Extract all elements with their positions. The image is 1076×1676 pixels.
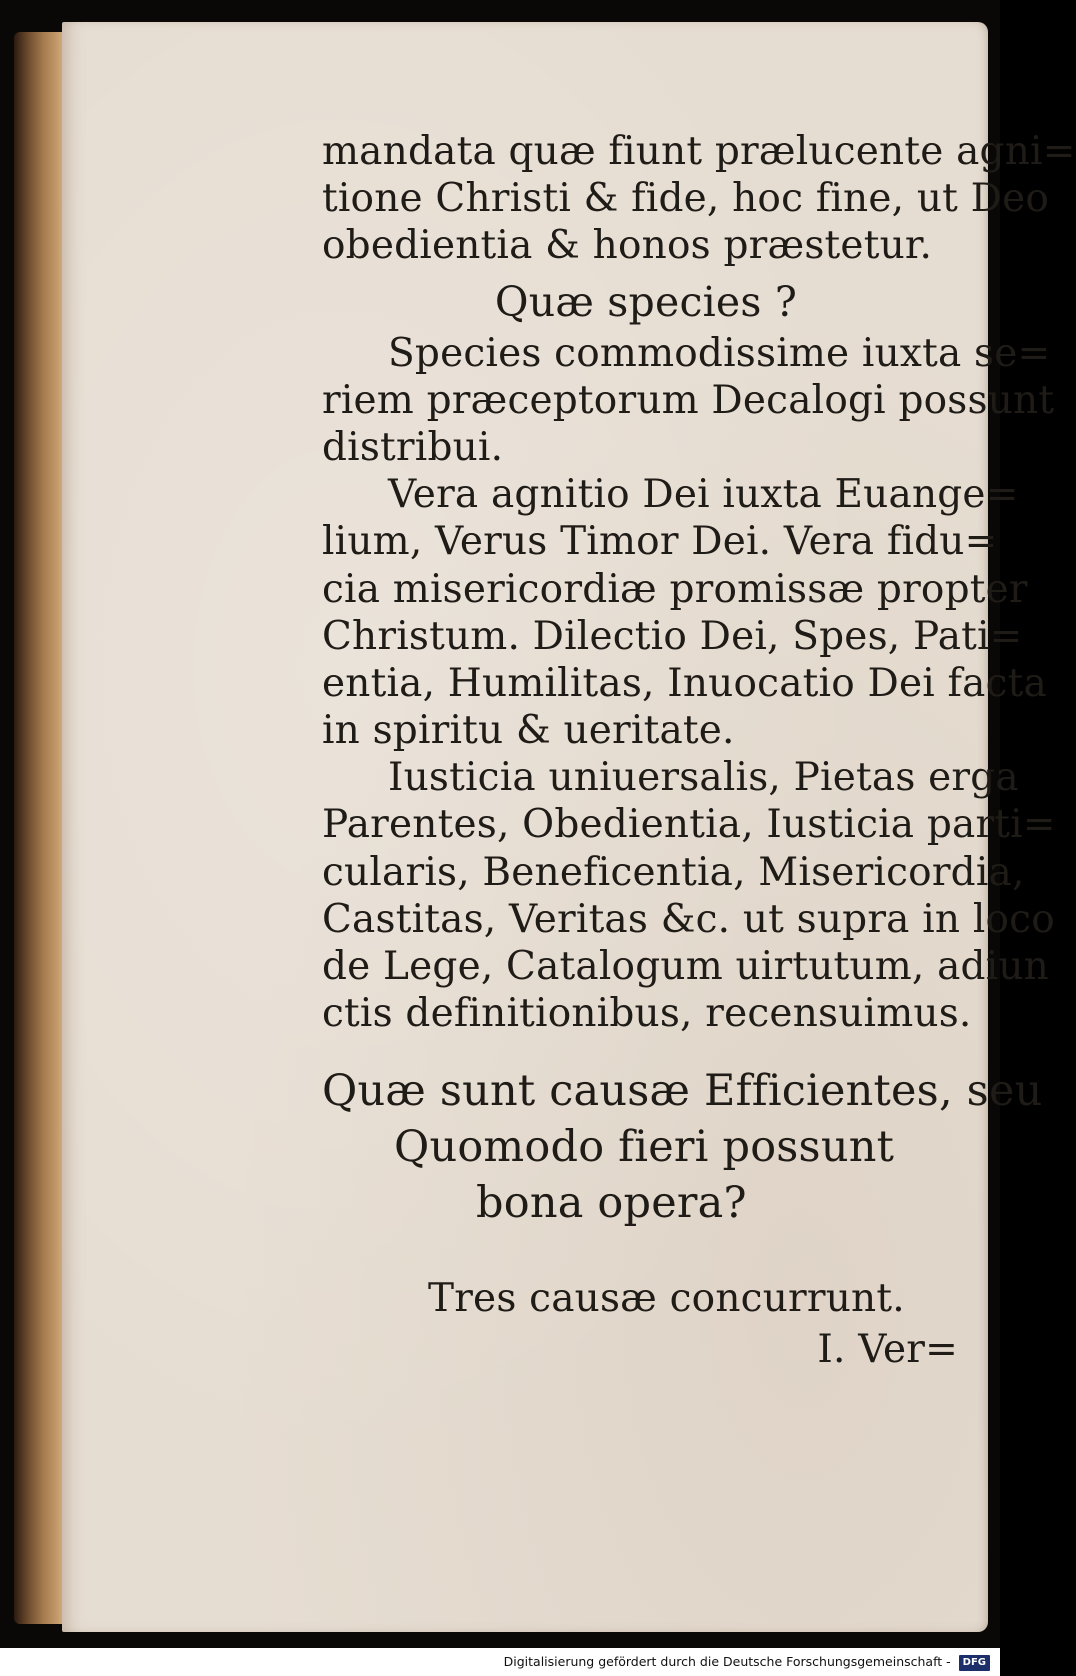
- text-line: ctis definitionibus, recensuimus.: [322, 991, 972, 1037]
- answer-line: Tres causæ concurrunt.: [428, 1276, 905, 1322]
- text-line: in spiritu & ueritate.: [322, 708, 735, 754]
- text-line: cia misericordiæ promissæ propter: [322, 566, 1028, 612]
- text-line: distribui.: [322, 424, 504, 470]
- text-line: lium, Verus Timor Dei. Vera fidu=: [322, 519, 998, 565]
- footer-credit-text: Digitalisierung gefördert durch die Deutsche Forschungsgemeinschaft -: [503, 1654, 951, 1669]
- text-line: Castitas, Veritas &c. ut supra in loco: [322, 896, 1055, 942]
- text-line: de Lege, Catalogum uirtutum, adiun: [322, 944, 1050, 989]
- page-text: [322, 128, 1076, 1375]
- text-line: tione Christi & fide, hoc fine, ut Deo: [322, 176, 1050, 222]
- text-line: Parentes, Obedientia, Iusticia parti=: [322, 802, 1056, 848]
- text-line: mandata quæ fiunt prælucente agni=: [322, 129, 1076, 174]
- digitization-footer: [0, 1648, 1000, 1676]
- text-line: entia, Humilitas, Inuocatio Dei facta: [322, 660, 1047, 706]
- question-heading-causae-line: bona opera?: [476, 1178, 747, 1229]
- text-line: cularis, Beneficentia, Misericordia,: [322, 849, 1025, 895]
- text-line: riem præceptorum Decalogi possunt: [322, 377, 1055, 423]
- book-spine-edge: [14, 32, 68, 1624]
- text-line: Iusticia uniuersalis, Pietas erga: [388, 755, 1019, 801]
- text-line: Vera agnitio Dei iuxta Euange=: [388, 472, 1019, 518]
- question-heading-causae-line: Quæ sunt causæ Efficientes, seu: [322, 1066, 1043, 1117]
- catchword: I. Ver=: [817, 1327, 958, 1373]
- question-heading-causae-line: Quomodo fieri possunt: [394, 1122, 895, 1173]
- section-gap: [322, 1037, 960, 1063]
- question-heading-species: Quæ species ?: [494, 277, 798, 326]
- text-line: Species commodissime iuxta se=: [388, 330, 1051, 376]
- text-line: obedientia & honos præstetur.: [322, 223, 933, 269]
- dfg-logo-icon: DFG: [959, 1655, 990, 1671]
- text-line: Christum. Dilectio Dei, Spes, Pati=: [322, 613, 1023, 659]
